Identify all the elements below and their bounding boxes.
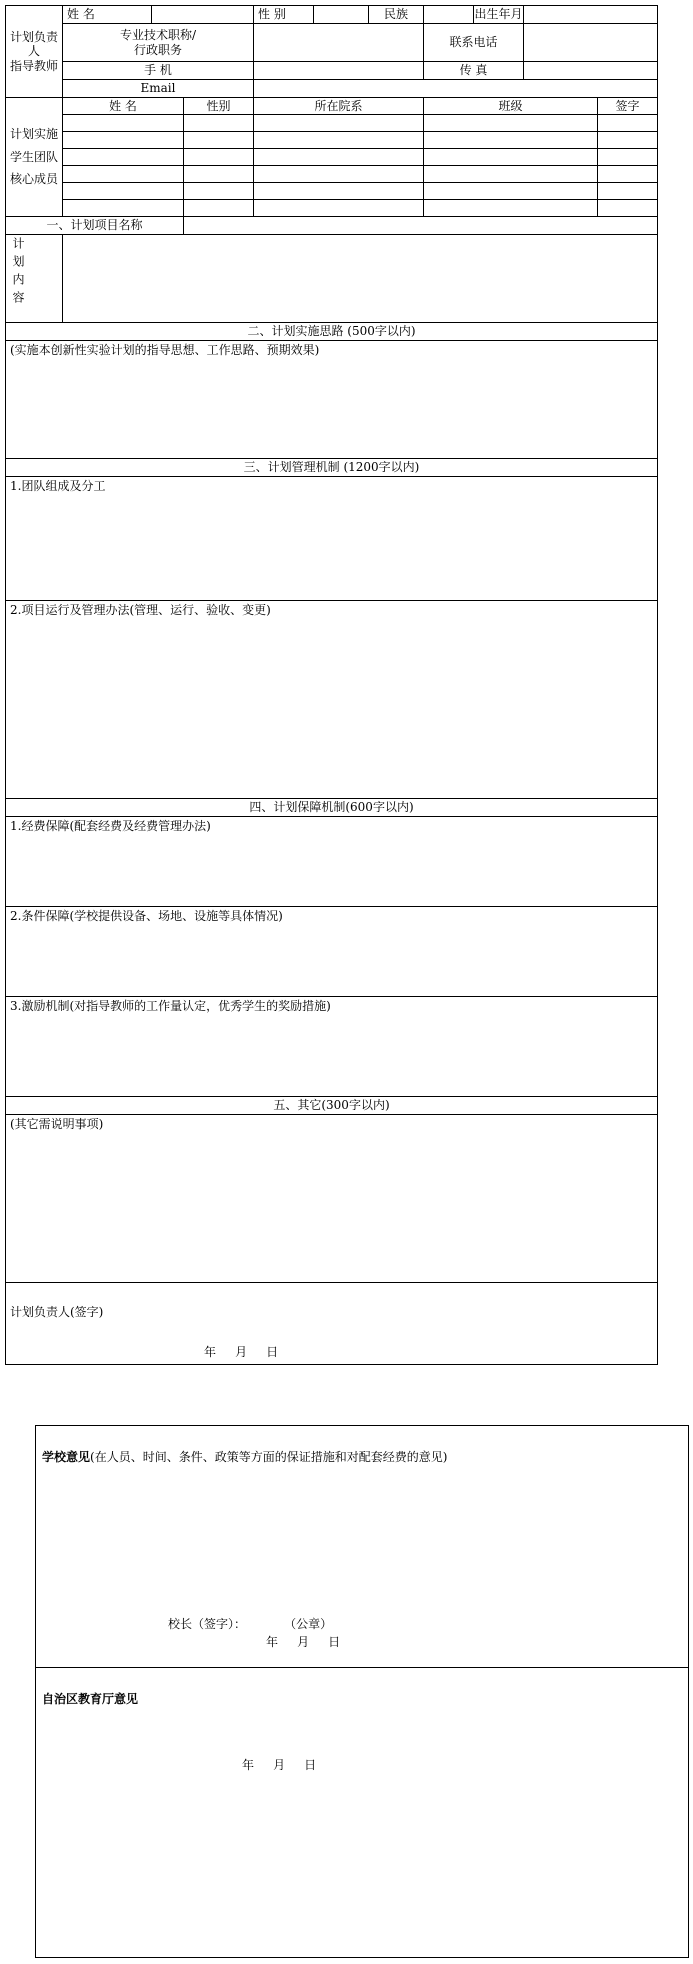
ethnicity-label: 民族 <box>369 6 424 24</box>
gender-label: 性 别 <box>254 6 314 24</box>
team-cell[interactable] <box>63 132 184 149</box>
team-header-name: 姓 名 <box>63 98 184 115</box>
section4-item2-field[interactable] <box>6 907 658 997</box>
team-cell[interactable] <box>424 115 598 132</box>
email-label: Email <box>63 80 254 98</box>
section4-title: 四、计划保障机制(600字以内) <box>6 799 658 817</box>
team-cell[interactable] <box>254 149 424 166</box>
birth-field[interactable] <box>524 6 658 24</box>
section3-title: 三、计划管理机制 (1200字以内) <box>6 459 658 477</box>
phone-field[interactable] <box>524 24 658 62</box>
team-cell[interactable] <box>598 132 658 149</box>
team-cell[interactable] <box>254 132 424 149</box>
team-row <box>6 183 658 200</box>
fax-field[interactable] <box>524 62 658 80</box>
phone-label: 联系电话 <box>424 24 524 62</box>
section4-item1-label: 1.经费保障(配套经费及经费管理办法) <box>10 819 211 833</box>
team-row <box>6 166 658 183</box>
team-cell[interactable] <box>424 200 598 217</box>
team-cell[interactable] <box>184 132 254 149</box>
team-cell[interactable] <box>63 166 184 183</box>
fax-label: 传 真 <box>424 62 524 80</box>
team-cell[interactable] <box>598 149 658 166</box>
team-cell[interactable] <box>424 132 598 149</box>
section4-item1-field[interactable] <box>6 817 658 907</box>
team-cell[interactable] <box>254 183 424 200</box>
team-cell[interactable] <box>63 200 184 217</box>
team-row <box>6 115 658 132</box>
team-header-department: 所在院系 <box>254 98 424 115</box>
mobile-label: 手 机 <box>63 62 254 80</box>
team-cell[interactable] <box>63 149 184 166</box>
project-name-label: 一、计划项目名称 <box>6 217 184 235</box>
application-form-table <box>5 5 658 1365</box>
approval-table <box>35 1425 689 1958</box>
section2-title: 二、计划实施思路 (500字以内) <box>6 323 658 341</box>
team-cell[interactable] <box>598 200 658 217</box>
title-field[interactable] <box>254 24 424 62</box>
principal-signature: 校长（签字）： （公章） <box>168 1617 333 1631</box>
section3-item2-field[interactable] <box>6 601 658 799</box>
birth-label: 出生年月 <box>474 6 524 24</box>
education-dept-opinion-area[interactable] <box>36 1668 689 1958</box>
leader-signature-date: 年 月 日 <box>204 1345 279 1359</box>
team-row <box>6 149 658 166</box>
name-label: 姓 名 <box>63 6 152 24</box>
leader-section-label: 计划负责人 指导教师 <box>6 6 63 98</box>
school-opinion-date: 年 月 日 <box>266 1635 341 1649</box>
team-cell[interactable] <box>63 115 184 132</box>
leader-signature-area[interactable] <box>6 1283 658 1365</box>
school-opinion-title-rest: (在人员、时间、条件、政策等方面的保证措施和对配套经费的意见) <box>90 1450 448 1464</box>
team-cell[interactable] <box>254 115 424 132</box>
education-dept-opinion-title: 自治区教育厅意见 <box>42 1692 139 1706</box>
team-cell[interactable] <box>184 149 254 166</box>
team-row <box>6 132 658 149</box>
email-field[interactable] <box>254 80 658 98</box>
team-cell[interactable] <box>254 200 424 217</box>
mobile-field[interactable] <box>254 62 424 80</box>
section4-item2-label: 2.条件保障(学校提供设备、场地、设施等具体情况) <box>10 909 283 923</box>
leader-signature-label: 计划负责人(签字) <box>10 1305 104 1319</box>
team-cell[interactable] <box>424 149 598 166</box>
team-cell[interactable] <box>184 115 254 132</box>
section5-hint: (其它需说明事项) <box>10 1117 104 1131</box>
education-dept-opinion-date: 年 月 日 <box>242 1758 317 1772</box>
team-cell[interactable] <box>598 166 658 183</box>
name-field[interactable] <box>152 6 254 24</box>
ethnicity-field[interactable] <box>424 6 474 24</box>
section4-item3-label: 3.激励机制(对指导教师的工作量认定，优秀学生的奖励措施) <box>10 999 331 1013</box>
project-content-field[interactable] <box>63 235 658 323</box>
section5-title: 五、其它(300字以内) <box>6 1097 658 1115</box>
team-cell[interactable] <box>184 166 254 183</box>
team-row <box>6 200 658 217</box>
team-section-label: 计划实施 学生团队 核心成员 <box>6 98 63 217</box>
team-cell[interactable] <box>184 183 254 200</box>
team-cell[interactable] <box>598 115 658 132</box>
school-opinion-title <box>42 1450 447 1464</box>
project-name-field[interactable] <box>184 217 658 235</box>
team-cell[interactable] <box>63 183 184 200</box>
school-opinion-title-bold: 学校意见 <box>42 1450 91 1464</box>
team-cell[interactable] <box>598 183 658 200</box>
section2-field[interactable] <box>6 341 658 459</box>
gender-field[interactable] <box>314 6 369 24</box>
section3-item1-field[interactable] <box>6 477 658 601</box>
team-header-gender: 性别 <box>184 98 254 115</box>
team-header-class: 班级 <box>424 98 598 115</box>
team-header-signature: 签字 <box>598 98 658 115</box>
team-cell[interactable] <box>424 166 598 183</box>
section2-hint: (实施本创新性实验计划的指导思想、工作思路、预期效果) <box>10 343 320 357</box>
title-label: 专业技术职称/ 行政职务 <box>63 24 254 62</box>
section5-field[interactable] <box>6 1115 658 1283</box>
school-opinion-area[interactable] <box>36 1426 689 1668</box>
section3-item1-label: 1.团队组成及分工 <box>10 479 106 493</box>
section4-item3-field[interactable] <box>6 997 658 1097</box>
team-cell[interactable] <box>254 166 424 183</box>
project-content-label: 计划内容 <box>11 237 25 309</box>
team-cell[interactable] <box>424 183 598 200</box>
section3-item2-label: 2.项目运行及管理办法(管理、运行、验收、变更) <box>10 603 271 617</box>
team-cell[interactable] <box>184 200 254 217</box>
